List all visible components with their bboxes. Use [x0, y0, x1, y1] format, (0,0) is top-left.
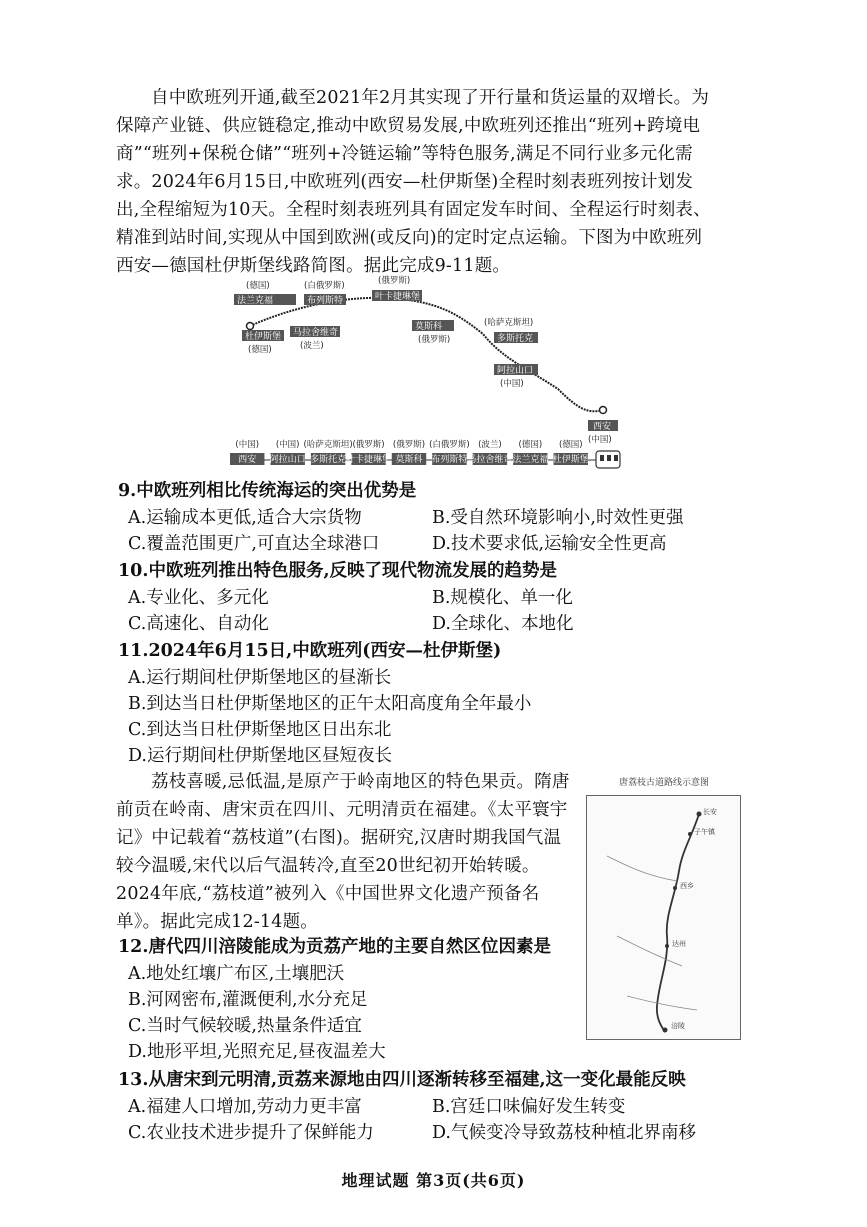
map-country-duisburg: (德国)	[248, 345, 272, 355]
lychee-place-dazhou: 达州	[672, 940, 686, 948]
q10-option-d[interactable]: D.全球化、本地化	[432, 614, 574, 634]
q12-option-d[interactable]: D.地形平坦,光照充足,昼夜温差大	[128, 1042, 386, 1062]
q9-option-a[interactable]: A.运输成本更低,适合大宗货物	[128, 508, 362, 528]
map-tag-duisburg: 杜伊斯堡	[245, 332, 282, 342]
lychee-place-ziwu: 子午镇	[694, 828, 715, 836]
map-tag-moscow: 莫斯科	[415, 322, 443, 332]
page-footer: 地理试题 第3页(共6页)	[341, 1171, 526, 1190]
q13-option-d[interactable]: D.气候变冷导致荔枝种植北界南移	[432, 1123, 696, 1143]
map-country-yekaterinburg: (俄罗斯)	[378, 276, 411, 286]
timeline-station-country: (中国)	[275, 440, 300, 450]
q9-option-b[interactable]: B.受自然环境影响小,时效性更强	[432, 508, 684, 528]
q11-option-a[interactable]: A.运行期间杜伊斯堡地区的昼渐长	[128, 668, 392, 688]
timeline-station-name: 莫斯科	[395, 455, 423, 465]
timeline-station-country: (波兰)	[478, 440, 502, 450]
map-tag-frankfurt: 法兰克福	[237, 296, 274, 306]
intro-paragraph-1: 自中欧班列开通,截至2021年2月其实现了开行量和货运量的双增长。为保障产业链、供应链稳定,推动中欧贸易发展,中欧班列还推出“班列+跨境电商”“班列+保税仓储”“班列+冷链运输”等特色服务,满足不同行业多元化需求。2024年6月15日,中欧班列(西安—杜伊斯堡)全程时刻表班列按计划发出,全程缩短为10天。全程时刻表班列具有固定发车时间、全程运行时刻表、精准到站时间,实现从中国到欧洲(或反向)的定时定点运输。下图为中欧班列西安—德国杜伊斯堡线路简图。据此完成9-11题。	[116, 88, 711, 276]
q13-option-a[interactable]: A.福建人口增加,劳动力更丰富	[128, 1097, 362, 1117]
timeline-station-name: 西安	[238, 455, 257, 465]
lychee-place-changan: 长安	[703, 808, 717, 816]
map-country-malaszewicze: (波兰)	[300, 341, 324, 351]
map-tag-dostyk: 多斯托克	[497, 334, 534, 344]
q9-option-c[interactable]: C.覆盖范围更广,可直达全球港口	[128, 534, 380, 554]
q12-option-c[interactable]: C.当时气候较暖,热量条件适宜	[128, 1016, 362, 1036]
timeline-station-name: 布列斯特	[431, 455, 468, 465]
timeline-station-country: (俄罗斯)	[352, 440, 385, 450]
q10-option-b[interactable]: B.规模化、单一化	[432, 588, 573, 608]
map-tag-yekaterinburg: 叶卡捷琳堡	[375, 292, 421, 302]
q11-option-d[interactable]: D.运行期间杜伊斯堡地区昼短夜长	[128, 746, 392, 766]
map-country-dostyk: (哈萨克斯坦)	[484, 318, 534, 328]
question-11-stem: 11.2024年6月15日,中欧班列(西安—杜伊斯堡)	[118, 641, 502, 661]
map-tag-malaszewicze: 马拉舍维奇	[293, 328, 339, 338]
map-country-frankfurt: (德国)	[246, 281, 270, 291]
lychee-place-fuling: 涪陵	[671, 1022, 685, 1030]
lychee-place-xixiang: 西乡	[680, 882, 694, 890]
map-country-alashankou: (中国)	[500, 379, 524, 389]
timeline-station-name: 阿拉山口	[269, 455, 306, 465]
timeline-station-country: (白俄罗斯)	[429, 440, 470, 450]
map-tag-brest: 布列斯特	[307, 296, 344, 306]
map-country-moscow: (俄罗斯)	[418, 335, 451, 345]
q11-option-c[interactable]: C.到达当日杜伊斯堡地区日出东北	[128, 720, 392, 740]
q13-option-c[interactable]: C.农业技术进步提升了保鲜能力	[128, 1123, 374, 1143]
q12-option-a[interactable]: A.地处红壤广布区,土壤肥沃	[128, 964, 345, 984]
q10-option-c[interactable]: C.高速化、自动化	[128, 614, 269, 634]
question-12-stem: 12.唐代四川涪陵能成为贡荔产地的主要自然区位因素是	[118, 937, 551, 957]
intro-paragraph-2: 荔枝喜暖,忌低温,是原产于岭南地区的特色果贡。隋唐前贡在岭南、唐宋贡在四川、元明清贡在福建。《太平寰宇记》中记载着“荔枝道”(右图)。据研究,汉唐时期我国气温较今温暖,宋代以后气温转冷,直至20世纪初开始转暖。2024年底,“荔枝道”被列入《中国世界文化遗产预备名单》。据此完成12-14题。	[116, 772, 570, 932]
q9-option-d[interactable]: D.技术要求低,运输安全性更高	[432, 534, 667, 554]
question-9-stem: 9.中欧班列相比传统海运的突出优势是	[118, 481, 417, 501]
question-13-stem: 13.从唐宋到元明清,贡荔来源地由四川逐渐转移至福建,这一变化最能反映	[118, 1070, 686, 1090]
timeline-station-country: (俄罗斯)	[392, 440, 426, 450]
lychee-map-title: 唐荔枝古道路线示意图	[618, 778, 709, 788]
timeline-station-name: 马拉舍维奇	[467, 455, 513, 465]
q10-option-a[interactable]: A.专业化、多元化	[128, 588, 269, 608]
map-country-xian: (中国)	[588, 435, 612, 445]
question-10-stem: 10.中欧班列推出特色服务,反映了现代物流发展的趋势是	[118, 561, 558, 581]
q13-option-b[interactable]: B.宫廷口味偏好发生转变	[432, 1097, 626, 1117]
map-country-brest: (白俄罗斯)	[304, 281, 345, 291]
q12-option-b[interactable]: B.河网密布,灌溉便利,水分充足	[128, 990, 368, 1010]
route-timeline	[228, 436, 623, 470]
timeline-station-name: 杜伊斯堡	[552, 455, 589, 465]
timeline-station-country: (中国)	[235, 440, 260, 450]
timeline-station-country: (德国)	[518, 440, 543, 450]
q11-option-b[interactable]: B.到达当日杜伊斯堡地区的正午太阳高度角全年最小	[128, 694, 532, 714]
timeline-station-name: 法兰克福	[512, 455, 549, 465]
timeline-station-name: 叶卡捷琳堡	[346, 455, 392, 465]
timeline-station-country: (哈萨克斯坦)	[303, 440, 353, 450]
map-tag-xian: 西安	[593, 422, 612, 432]
timeline-station-name: 多斯托克	[310, 455, 347, 465]
lychee-road-map	[586, 795, 741, 1040]
timeline-station-country: (德国)	[558, 440, 583, 450]
map-tag-alashankou: 阿拉山口	[497, 366, 534, 376]
